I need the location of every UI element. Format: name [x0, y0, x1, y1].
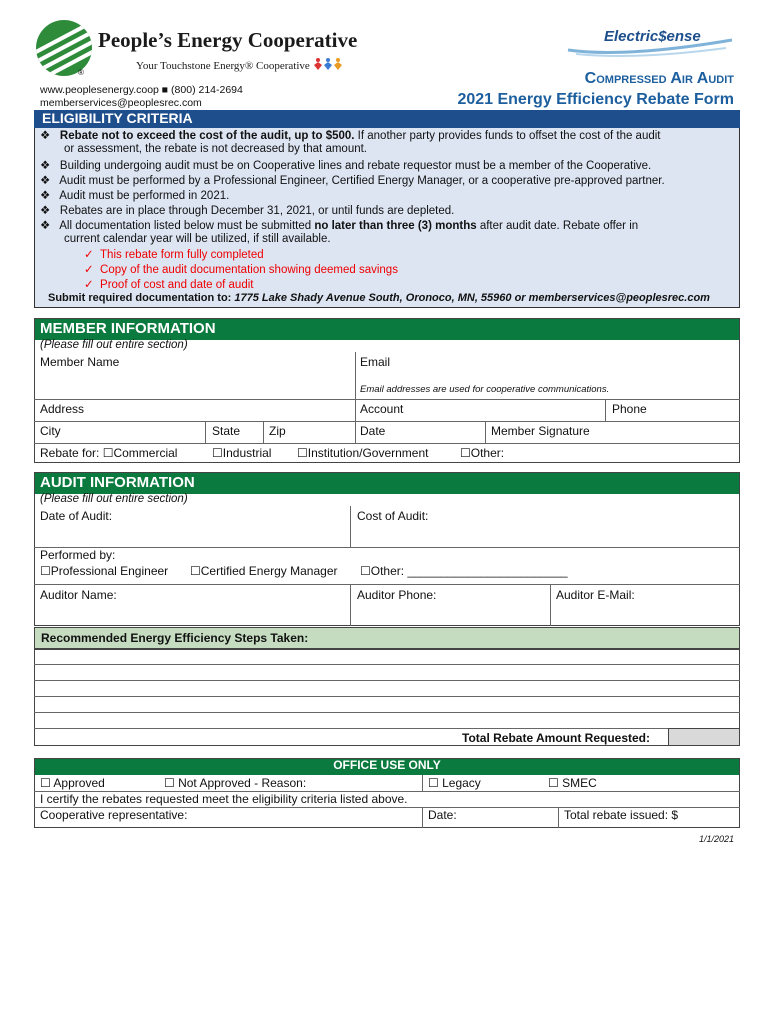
member-section-note: (Please fill out entire section) — [40, 339, 188, 351]
other-checkbox[interactable]: ☐Other: — [460, 446, 505, 460]
criteria-item-5: ❖ Rebates are in place through December 31, 2021, or until funds are depleted. — [40, 205, 455, 217]
steps-line[interactable] — [34, 712, 740, 713]
divider — [34, 584, 740, 585]
cooperative-representative-field[interactable]: Cooperative representative: — [40, 808, 188, 822]
divider — [605, 399, 606, 421]
legacy-checkbox[interactable]: ☐ Legacy — [428, 776, 481, 790]
office-date-field[interactable]: Date: — [428, 808, 457, 822]
email-field[interactable]: Email — [360, 355, 391, 369]
state-field[interactable]: State — [212, 424, 241, 438]
divider — [355, 352, 356, 400]
divider — [350, 506, 351, 548]
eligibility-title: ELIGIBILITY CRITERIA — [42, 110, 193, 126]
zip-field[interactable]: Zip — [269, 424, 286, 438]
audit-section-header: AUDIT INFORMATION — [34, 472, 740, 494]
contact-email: memberservices@peoplesrec.com — [40, 97, 202, 109]
criteria-item-1: ❖ Rebate not to exceed the cost of the audit, up to $500. If another party provides funds to offset the cost of the audit — [40, 130, 661, 142]
divider — [34, 547, 740, 548]
criteria-item-2: ❖ Building undergoing audit must be on Cooperative lines and rebate requestor must be a member of the Cooperative. — [40, 160, 652, 172]
date-field[interactable]: Date — [360, 424, 386, 438]
steps-line[interactable] — [34, 680, 740, 681]
form-subtitle: 2021 Energy Efficiency Rebate Form — [457, 91, 734, 108]
smec-checkbox[interactable]: ☐ SMEC — [548, 776, 597, 790]
contact-line: www.peoplesenergy.coop ■ (800) 214-2694 — [40, 84, 243, 96]
institution-government-checkbox[interactable]: ☐Institution/Government — [297, 446, 429, 460]
criteria-item-6-cont: current calendar year will be utilized, if still available. — [64, 233, 331, 245]
professional-engineer-checkbox[interactable]: ☐Professional Engineer — [40, 564, 169, 578]
criteria-item-6: ❖ All documentation listed below must be submitted no later than three (3) months after audit date. Rebate offer in — [40, 220, 639, 232]
auditor-email-field[interactable]: Auditor E-Mail: — [556, 588, 635, 602]
certify-statement: I certify the rebates requested meet the eligibility criteria listed above. — [40, 792, 408, 806]
divider — [558, 807, 559, 828]
divider — [422, 807, 423, 828]
steps-line[interactable] — [34, 728, 740, 729]
total-rebate-field[interactable] — [668, 728, 740, 746]
divider — [34, 399, 740, 400]
recommended-steps-header: Recommended Energy Efficiency Steps Taken: — [34, 627, 740, 649]
member-section-header: MEMBER INFORMATION — [34, 318, 740, 340]
registered-mark: ® — [78, 68, 84, 77]
date-of-audit-field[interactable]: Date of Audit: — [40, 509, 113, 523]
divider — [34, 421, 740, 422]
address-field[interactable]: Address — [40, 402, 85, 416]
industrial-checkbox[interactable]: ☐Industrial — [212, 446, 272, 460]
rebate-for-commercial-checkbox[interactable]: Rebate for: ☐Commercial — [40, 446, 178, 460]
criteria-item-1-cont: or assessment, the rebate is not decreased by that amount. — [64, 143, 368, 155]
total-rebate-label: Total Rebate Amount Requested: — [462, 731, 651, 745]
other-auditor-checkbox[interactable]: ☐Other: ________________________ — [360, 564, 568, 578]
office-use-header: OFFICE USE ONLY — [34, 758, 740, 775]
auditor-name-field[interactable]: Auditor Name: — [40, 588, 117, 602]
steps-line[interactable] — [34, 696, 740, 697]
doc-check-1: ✓ This rebate form fully completed — [84, 249, 264, 261]
email-note: Email addresses are used for cooperative communications. — [360, 384, 610, 395]
electricsense-logo: Electric$ense — [566, 24, 734, 58]
form-title: Compressed Air Audit — [584, 70, 734, 87]
member-name-field[interactable]: Member Name — [40, 355, 120, 369]
not-approved-checkbox[interactable]: ☐ Not Approved - Reason: — [164, 776, 307, 790]
total-rebate-issued-field[interactable]: Total rebate issued: $ — [564, 808, 679, 822]
doc-check-3: ✓ Proof of cost and date of audit — [84, 279, 254, 291]
approved-checkbox[interactable]: ☐ Approved — [40, 776, 105, 790]
city-field[interactable]: City — [40, 424, 61, 438]
certified-energy-manager-checkbox[interactable]: ☐Certified Energy Manager — [190, 564, 338, 578]
divider — [550, 584, 551, 626]
divider — [485, 421, 486, 443]
criteria-item-4: ❖ Audit must be performed in 2021. — [40, 190, 230, 202]
touchstone-people-icon — [313, 57, 343, 71]
account-field[interactable]: Account — [360, 402, 404, 416]
org-tagline: Your Touchstone Energy® Cooperative — [136, 57, 343, 72]
phone-field[interactable]: Phone — [612, 402, 647, 416]
cost-of-audit-field[interactable]: Cost of Audit: — [357, 509, 429, 523]
divider — [205, 421, 206, 443]
divider — [422, 775, 423, 791]
audit-section-note: (Please fill out entire section) — [40, 493, 188, 505]
org-name: People’s Energy Cooperative — [98, 28, 358, 52]
revision-date: 1/1/2021 — [698, 834, 734, 844]
auditor-phone-field[interactable]: Auditor Phone: — [357, 588, 437, 602]
divider — [34, 443, 740, 444]
criteria-item-3: ❖ Audit must be performed by a Professional Engineer, Certified Energy Manager, or a cooperative pre-approved partner. — [40, 175, 665, 187]
divider — [350, 584, 351, 626]
submit-instructions: Submit required documentation to: 1775 Lake Shady Avenue South, Oronoco, MN, 55960 or memberservices@peoplesrec.com — [48, 292, 710, 304]
doc-check-2: ✓ Copy of the audit documentation showing deemed savings — [84, 264, 398, 276]
steps-line[interactable] — [34, 664, 740, 665]
performed-by-label: Performed by: — [40, 548, 116, 562]
member-signature-field[interactable]: Member Signature — [491, 424, 590, 438]
divider — [263, 421, 264, 443]
